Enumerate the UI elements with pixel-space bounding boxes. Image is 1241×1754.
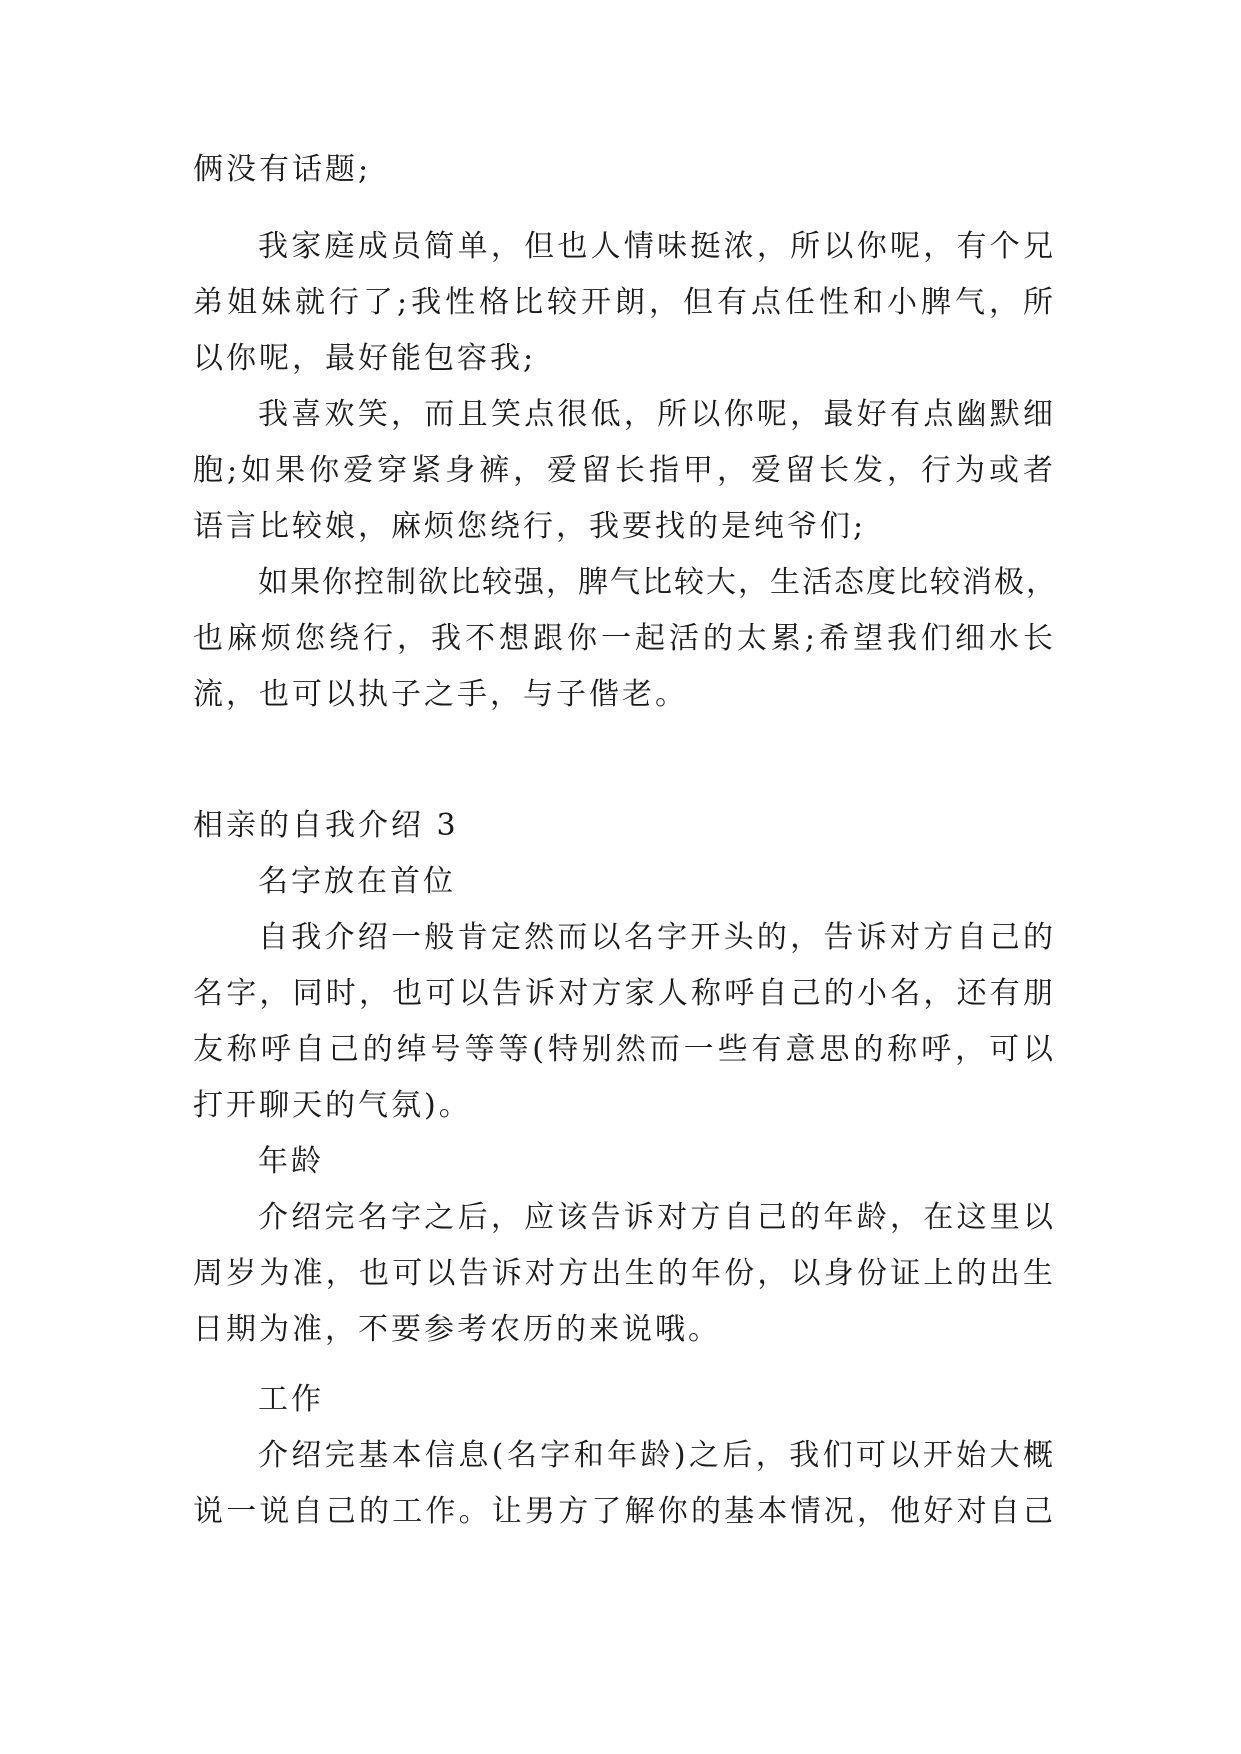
paragraph-work-line-2: 说一说自己的工作。让男方了解你的基本情况，他好对自己 — [193, 1494, 1055, 1529]
paragraph-humor-line-1: 我喜欢笑，而且笑点很低，所以你呢，最好有点幽默细 — [258, 397, 1055, 432]
paragraph-age-line-3: 日期为准，不要参考农历的来说哦。 — [193, 1312, 721, 1347]
paragraph-humor-line-3: 语言比较娘，麻烦您绕行，我要找的是纯爷们; — [193, 509, 867, 544]
paragraph-name-line-4: 打开聊天的气氛)。 — [193, 1088, 472, 1123]
paragraph-name-line-3: 友称呼自己的绰号等等(特别然而一些有意思的称呼，可以 — [193, 1032, 1055, 1067]
subheading-age: 年龄 — [258, 1144, 324, 1179]
paragraph-work-line-1: 介绍完基本信息(名字和年龄)之后，我们可以开始大概 — [258, 1438, 1055, 1473]
paragraph-name-line-2: 名字，同时，也可以告诉对方家人称呼自己的小名，还有朋 — [193, 976, 1055, 1011]
section-heading: 相亲的自我介绍 3 — [193, 808, 459, 843]
paragraph-control-line-3: 流，也可以执子之手，与子偕老。 — [193, 677, 688, 712]
subheading-name-first: 名字放在首位 — [258, 864, 456, 899]
paragraph-age-line-2: 周岁为准，也可以告诉对方出生的年份，以身份证上的出生 — [193, 1256, 1055, 1291]
paragraph-name-line-1: 自我介绍一般肯定然而以名字开头的，告诉对方自己的 — [258, 920, 1055, 955]
subheading-work: 工作 — [258, 1382, 324, 1417]
paragraph-control-line-2: 也麻烦您绕行，我不想跟你一起活的太累;希望我们细水长 — [193, 621, 1055, 656]
paragraph-humor-line-2: 胞;如果你爱穿紧身裤，爱留长指甲，爱留长发，行为或者 — [193, 453, 1055, 488]
paragraph-family-line-3: 以你呢，最好能包容我; — [193, 341, 537, 376]
paragraph-continuation-line: 俩没有话题; — [193, 152, 372, 187]
paragraph-family-line-1: 我家庭成员简单，但也人情味挺浓，所以你呢，有个兄 — [258, 229, 1055, 264]
paragraph-family-line-2: 弟姐妹就行了;我性格比较开朗，但有点任性和小脾气，所 — [193, 285, 1055, 320]
paragraph-control-line-1: 如果你控制欲比较强，脾气比较大，生活态度比较消极， — [258, 565, 1058, 600]
paragraph-age-line-1: 介绍完名字之后，应该告诉对方自己的年龄，在这里以 — [258, 1200, 1055, 1235]
